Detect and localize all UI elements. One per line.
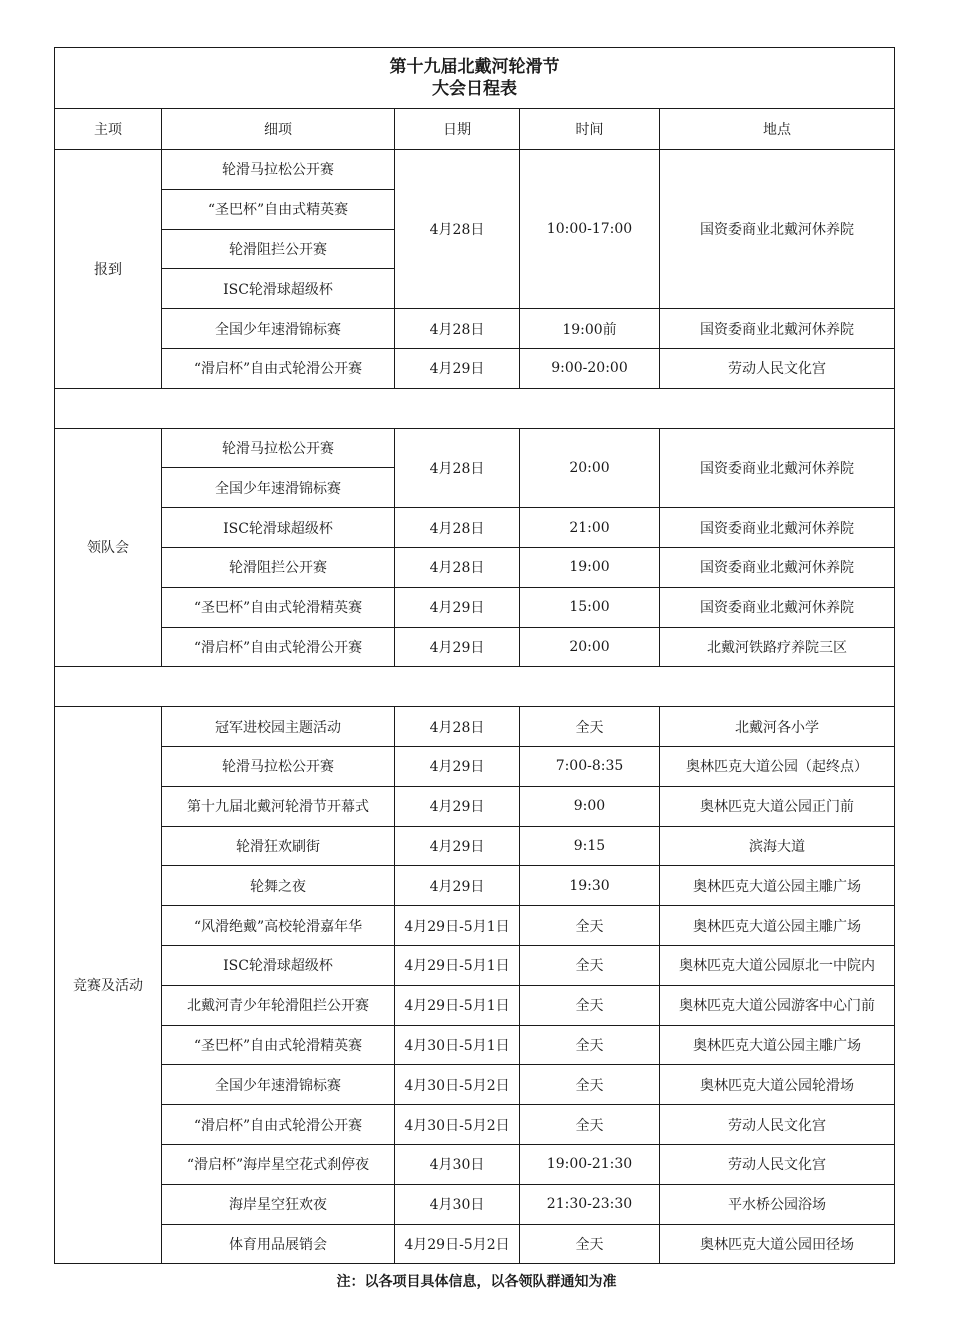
event-item: 体育用品展销会	[162, 1224, 395, 1264]
event-item: 第十九届北戴河轮滑节开幕式	[162, 786, 395, 826]
event-place: 平水桥公园浴场	[660, 1184, 895, 1224]
title-line-1: 第十九届北戴河轮滑节	[389, 57, 560, 77]
table-row	[55, 746, 895, 786]
event-place: 奥林匹克大道公园原北一中院内	[660, 945, 895, 985]
meeting-item: 全国少年速滑锦标赛	[162, 468, 395, 508]
event-place: 劳动人民文化宫	[660, 1105, 895, 1145]
checkin-item: “圣巴杯”自由式精英赛	[162, 189, 395, 229]
meeting-date: 4月29日	[395, 587, 520, 627]
table-row	[55, 906, 895, 946]
header-place: 地点	[660, 109, 895, 150]
event-place: 奥林匹克大道公园正门前	[660, 786, 895, 826]
header-time: 时间	[520, 109, 660, 150]
event-item: 全国少年速滑锦标赛	[162, 1065, 395, 1105]
table-row	[55, 1224, 895, 1264]
meeting-item: 轮滑阻拦公开赛	[162, 547, 395, 587]
meeting-date: 4月29日	[395, 627, 520, 667]
meeting-item: “圣巴杯”自由式轮滑精英赛	[162, 587, 395, 627]
event-place: 奥林匹克大道公园田径场	[660, 1224, 895, 1264]
meeting-place: 国资委商业北戴河休养院	[660, 587, 895, 627]
event-place: 北戴河各小学	[660, 707, 895, 747]
table-row	[55, 1025, 895, 1065]
event-date: 4月29日	[395, 746, 520, 786]
meeting-date: 4月28日	[395, 547, 520, 587]
checkin-date: 4月28日	[395, 150, 520, 309]
event-item: 轮舞之夜	[162, 866, 395, 906]
event-item: “滑启杯”海岸星空花式刹停夜	[162, 1144, 395, 1184]
meeting-item: “滑启杯”自由式轮滑公开赛	[162, 627, 395, 667]
checkin-place: 劳动人民文化宫	[660, 348, 895, 388]
meeting-time: 19:00	[520, 547, 660, 587]
event-date: 4月30日	[395, 1184, 520, 1224]
checkin-item: ISC轮滑球超级杯	[162, 269, 395, 309]
meeting-date: 4月28日	[395, 428, 520, 508]
header-detail: 细项	[162, 109, 395, 150]
event-date: 4月29日-5月2日	[395, 1224, 520, 1264]
table-row	[55, 826, 895, 866]
event-time: 全天	[520, 985, 660, 1025]
title-line-2: 大会日程表	[432, 79, 518, 99]
meeting-place: 北戴河铁路疗养院三区	[660, 627, 895, 667]
group-events: 竞赛及活动	[55, 707, 162, 1264]
event-time: 全天	[520, 1105, 660, 1145]
table-row	[55, 866, 895, 906]
meeting-time: 15:00	[520, 587, 660, 627]
event-date: 4月30日	[395, 1144, 520, 1184]
schedule-table	[54, 47, 895, 1264]
checkin-place: 国资委商业北戴河休养院	[660, 309, 895, 349]
group-checkin: 报到	[55, 150, 162, 389]
checkin-time: 9:00-20:00	[520, 348, 660, 388]
checkin-item: 全国少年速滑锦标赛	[162, 309, 395, 349]
event-date: 4月30日-5月2日	[395, 1105, 520, 1145]
event-time: 21:30-23:30	[520, 1184, 660, 1224]
event-date: 4月29日-5月1日	[395, 906, 520, 946]
meeting-item: ISC轮滑球超级杯	[162, 508, 395, 548]
checkin-item: “滑启杯”自由式轮滑公开赛	[162, 348, 395, 388]
event-time: 全天	[520, 945, 660, 985]
event-date: 4月29日	[395, 786, 520, 826]
meeting-item: 轮滑马拉松公开赛	[162, 428, 395, 468]
table-row	[55, 786, 895, 826]
table-row	[55, 707, 895, 747]
meeting-place: 国资委商业北戴河休养院	[660, 428, 895, 508]
meeting-time: 20:00	[520, 428, 660, 508]
event-item: “滑启杯”自由式轮滑公开赛	[162, 1105, 395, 1145]
header-main: 主项	[55, 109, 162, 150]
event-place: 奥林匹克大道公园游客中心门前	[660, 985, 895, 1025]
event-date: 4月29日	[395, 866, 520, 906]
event-item: 海岸星空狂欢夜	[162, 1184, 395, 1224]
checkin-date: 4月28日	[395, 309, 520, 349]
checkin-time: 19:00前	[520, 309, 660, 349]
footer-note: 注：以各项目具体信息，以各领队群通知为准	[336, 1274, 617, 1290]
event-item: 北戴河青少年轮滑阻拦公开赛	[162, 985, 395, 1025]
event-place: 奥林匹克大道公园（起终点）	[660, 746, 895, 786]
event-date: 4月28日	[395, 707, 520, 747]
event-time: 全天	[520, 1224, 660, 1264]
event-date: 4月29日-5月1日	[395, 945, 520, 985]
event-place: 滨海大道	[660, 826, 895, 866]
table-title	[55, 48, 895, 109]
meeting-place: 国资委商业北戴河休养院	[660, 547, 895, 587]
event-time: 19:30	[520, 866, 660, 906]
checkin-item: 轮滑阻拦公开赛	[162, 229, 395, 269]
event-item: 冠军进校园主题活动	[162, 707, 395, 747]
table-row	[55, 945, 895, 985]
event-time: 19:00-21:30	[520, 1144, 660, 1184]
event-date: 4月30日-5月1日	[395, 1025, 520, 1065]
checkin-item: 轮滑马拉松公开赛	[162, 150, 395, 190]
event-item: ISC轮滑球超级杯	[162, 945, 395, 985]
event-place: 奥林匹克大道公园主雕广场	[660, 1025, 895, 1065]
event-time: 全天	[520, 707, 660, 747]
header-date: 日期	[395, 109, 520, 150]
table-row	[55, 1105, 895, 1145]
event-time: 全天	[520, 1025, 660, 1065]
event-time: 7:00-8:35	[520, 746, 660, 786]
event-item: “圣巴杯”自由式轮滑精英赛	[162, 1025, 395, 1065]
checkin-date: 4月29日	[395, 348, 520, 388]
meeting-time: 20:00	[520, 627, 660, 667]
meeting-date: 4月28日	[395, 508, 520, 548]
event-date: 4月29日	[395, 826, 520, 866]
section-spacer	[55, 667, 895, 707]
table-row	[55, 1184, 895, 1224]
event-item: 轮滑狂欢刷街	[162, 826, 395, 866]
event-time: 9:00	[520, 786, 660, 826]
group-meeting: 领队会	[55, 428, 162, 667]
table-row	[55, 985, 895, 1025]
event-time: 全天	[520, 906, 660, 946]
event-time: 9:15	[520, 826, 660, 866]
event-time: 全天	[520, 1065, 660, 1105]
event-item: 轮滑马拉松公开赛	[162, 746, 395, 786]
event-item: “风滑绝戴”高校轮滑嘉年华	[162, 906, 395, 946]
event-place: 奥林匹克大道公园主雕广场	[660, 906, 895, 946]
event-place: 劳动人民文化宫	[660, 1144, 895, 1184]
event-date: 4月29日-5月1日	[395, 985, 520, 1025]
section-spacer	[55, 388, 895, 428]
checkin-place: 国资委商业北戴河休养院	[660, 150, 895, 309]
event-place: 奥林匹克大道公园主雕广场	[660, 866, 895, 906]
checkin-time: 10:00-17:00	[520, 150, 660, 309]
meeting-time: 21:00	[520, 508, 660, 548]
table-row	[55, 1144, 895, 1184]
event-date: 4月30日-5月2日	[395, 1065, 520, 1105]
meeting-place: 国资委商业北戴河休养院	[660, 508, 895, 548]
event-place: 奥林匹克大道公园轮滑场	[660, 1065, 895, 1105]
table-row	[55, 1065, 895, 1105]
